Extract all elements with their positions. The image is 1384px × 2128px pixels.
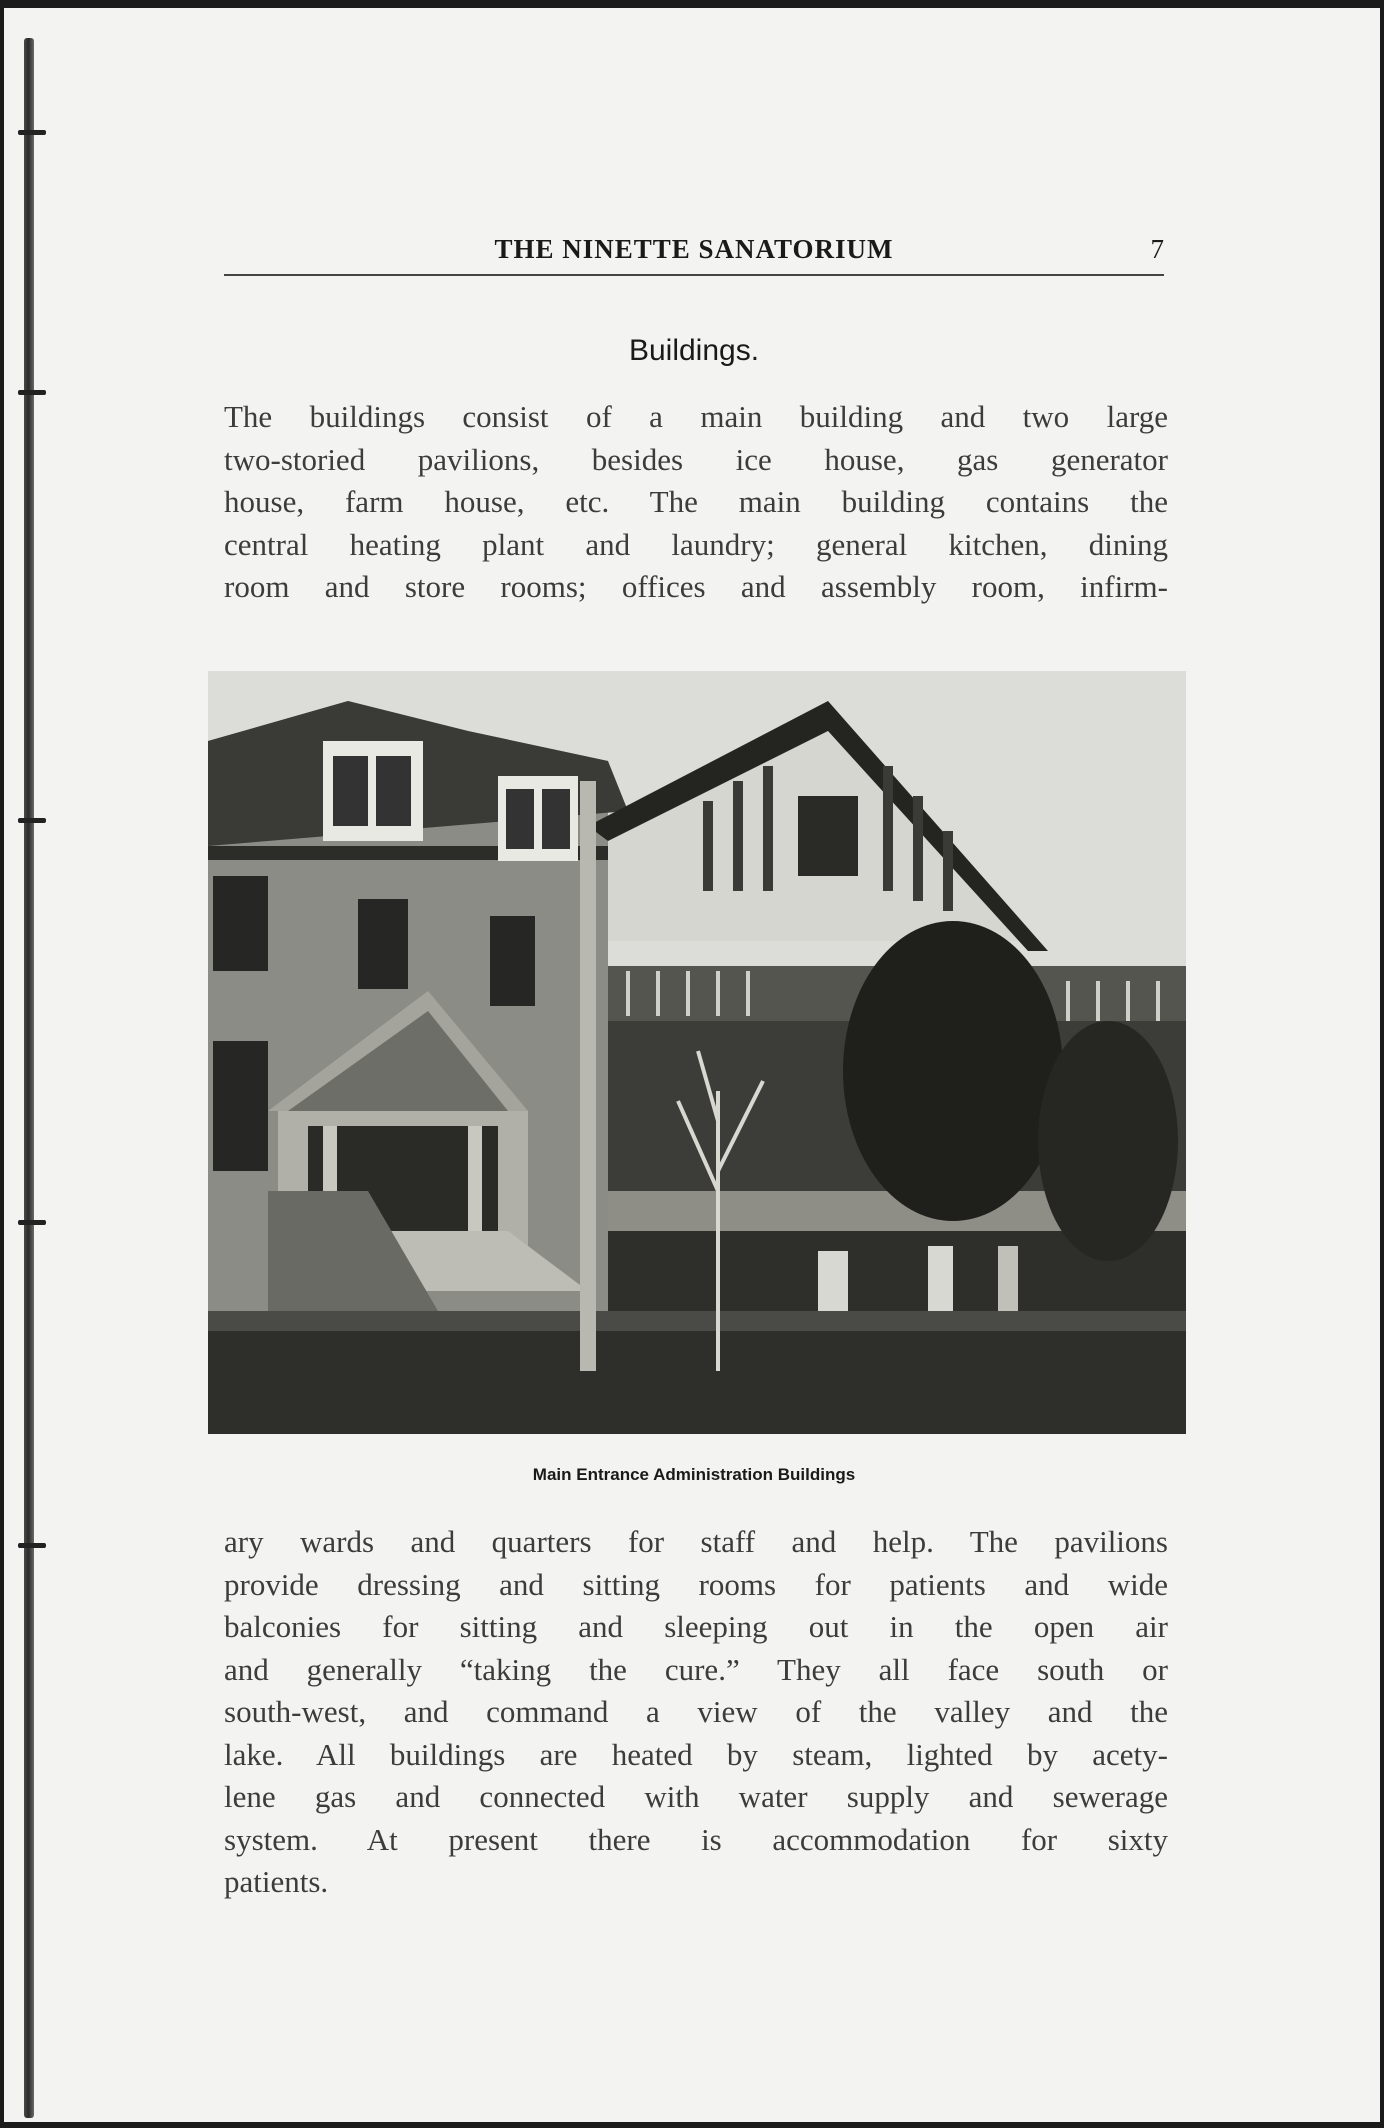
text-line: and generally “taking the cure.” They all face south or (224, 1651, 1168, 1687)
text-line: ary wards and quarters for staff and help. The pavilions (224, 1524, 1168, 1559)
binding-stitch (18, 390, 46, 395)
text-line: patients. (224, 1864, 329, 1899)
text-line: two-storied pavilions, besides ice house, gas generator (224, 441, 1168, 477)
page-number: 7 (1150, 234, 1164, 264)
text-line: room and store rooms; offices and assembly room, infirm- (224, 569, 1168, 604)
page-binding (24, 38, 34, 2118)
binding-stitch (18, 1543, 46, 1548)
book-page (4, 8, 1380, 2122)
text-line: The buildings consist of a main building and two large (224, 399, 1168, 434)
text-line: provide dressing and sitting rooms for patients and wide (224, 1566, 1168, 1602)
text-line: central heating plant and laundry; general kitchen, dining (224, 526, 1168, 562)
running-head (224, 230, 1164, 276)
binding-stitch (18, 130, 46, 135)
text-line: lake. All buildings are heated by steam, lighted by acety- (224, 1736, 1168, 1772)
binding-stitch (18, 1220, 46, 1225)
text-line: system. At present there is accommodation for sixty (224, 1821, 1168, 1857)
text-line: house, farm house, etc. The main building contains the (224, 484, 1168, 519)
text-line: south-west, and command a view of the valley and the (224, 1694, 1168, 1729)
text-line: lene gas and connected with water supply and sewerage (224, 1779, 1168, 1814)
paragraph-buildings-continued (224, 1521, 1168, 1904)
binding-stitch (18, 818, 46, 823)
building-photograph (208, 671, 1186, 1434)
photo-caption: Main Entrance Administration Buildings (532, 1465, 856, 1484)
paragraph-buildings-intro (224, 396, 1168, 609)
text-line: balconies for sitting and sleeping out in the open air (224, 1609, 1168, 1644)
running-head-title: THE NINETTE SANATORIUM (494, 234, 894, 264)
section-heading: Buildings. (628, 334, 760, 367)
